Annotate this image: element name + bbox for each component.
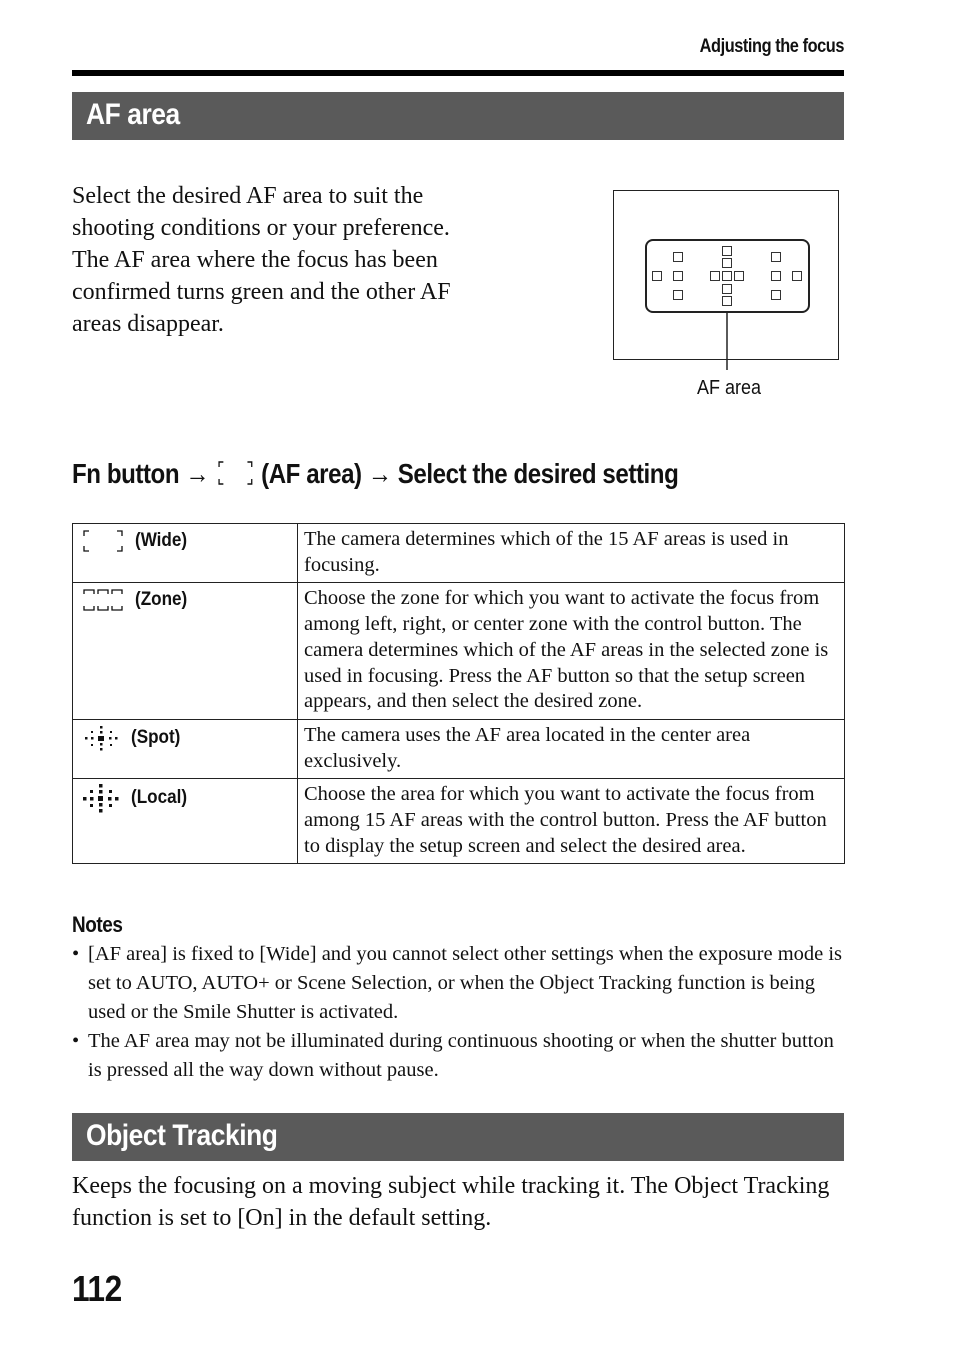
intro-paragraph: Select the desired AF area to suit the shooting conditions or your preference. The AF area where the focus has been confirmed turns green and the other AF areas disappear.: [72, 183, 451, 337]
section-title: Object Tracking: [86, 1119, 278, 1152]
option-label: (Zone): [135, 589, 188, 611]
option-label: (Wide): [135, 530, 188, 551]
note-item: • The AF area may not be illuminated during continuous shooting or when the shutter button is pressed all the way down without pause.: [72, 1027, 847, 1085]
section-header-af-area: [72, 92, 844, 140]
option-cell: [73, 779, 298, 864]
table-row: [73, 583, 845, 720]
page-number: 112: [72, 1268, 122, 1309]
section-header-object-tracking: [72, 1113, 844, 1161]
af-points: [653, 247, 802, 306]
table-row: [73, 719, 845, 778]
fn-middle: (AF area): [261, 458, 362, 489]
option-description: Choose the area for which you want to activate the focus from among 15 AF areas with the control button. Press the AF button to display the setup screen and select the desired area.: [298, 779, 845, 864]
option-description: The camera uses the AF area located in the center area exclusively.: [298, 719, 845, 778]
option-description: The camera determines which of the 15 AF areas is used in focusing.: [298, 524, 845, 583]
note-item: • [AF area] is fixed to [Wide] and you cannot select other settings when the exposure mode is set to AUTO, AUTO+ or Scene Selection, or when the Object Tracking function is being used or the Smile Shutter is activated.: [72, 940, 847, 1027]
diagram-label: AF area: [697, 377, 762, 399]
option-cell: [73, 524, 298, 583]
table-row: [73, 524, 845, 583]
fn-prefix: Fn button: [72, 458, 180, 489]
arrow-icon: →: [185, 458, 210, 489]
notes-title: Notes: [72, 912, 123, 937]
option-cell: [73, 583, 298, 720]
fn-button-instruction: [72, 458, 678, 490]
af-spot-icon: [81, 724, 121, 752]
af-zone-icon: [81, 587, 125, 613]
option-description: Choose the zone for which you want to activate the focus from among left, right, or center zone with the control button. The camera determines which of the AF areas in the selected zone is used in focusing. Press the AF button so that the setup screen appears, and then select the desired zone.: [298, 583, 845, 720]
fn-suffix: Select the desired setting: [397, 458, 679, 489]
table-row: [73, 779, 845, 864]
af-area-wide-icon: [215, 458, 255, 488]
running-head: Adjusting the focus: [699, 36, 844, 57]
notes-list: [72, 940, 847, 1085]
af-area-settings-table: [72, 523, 845, 864]
section-title: AF area: [86, 98, 180, 131]
af-area-diagram: [613, 190, 845, 390]
option-label: (Local): [131, 787, 188, 809]
option-cell: [73, 719, 298, 778]
top-rule: [72, 70, 844, 76]
af-frame: [646, 240, 809, 312]
arrow-icon: →: [367, 458, 392, 489]
option-label: (Spot): [131, 726, 181, 748]
af-local-icon: [81, 783, 121, 813]
object-tracking-paragraph: Keeps the focusing on a moving subject while tracking it. The Object Tracking function is set to [On] in the default setting.: [72, 1173, 830, 1231]
af-wide-icon: [81, 528, 125, 554]
